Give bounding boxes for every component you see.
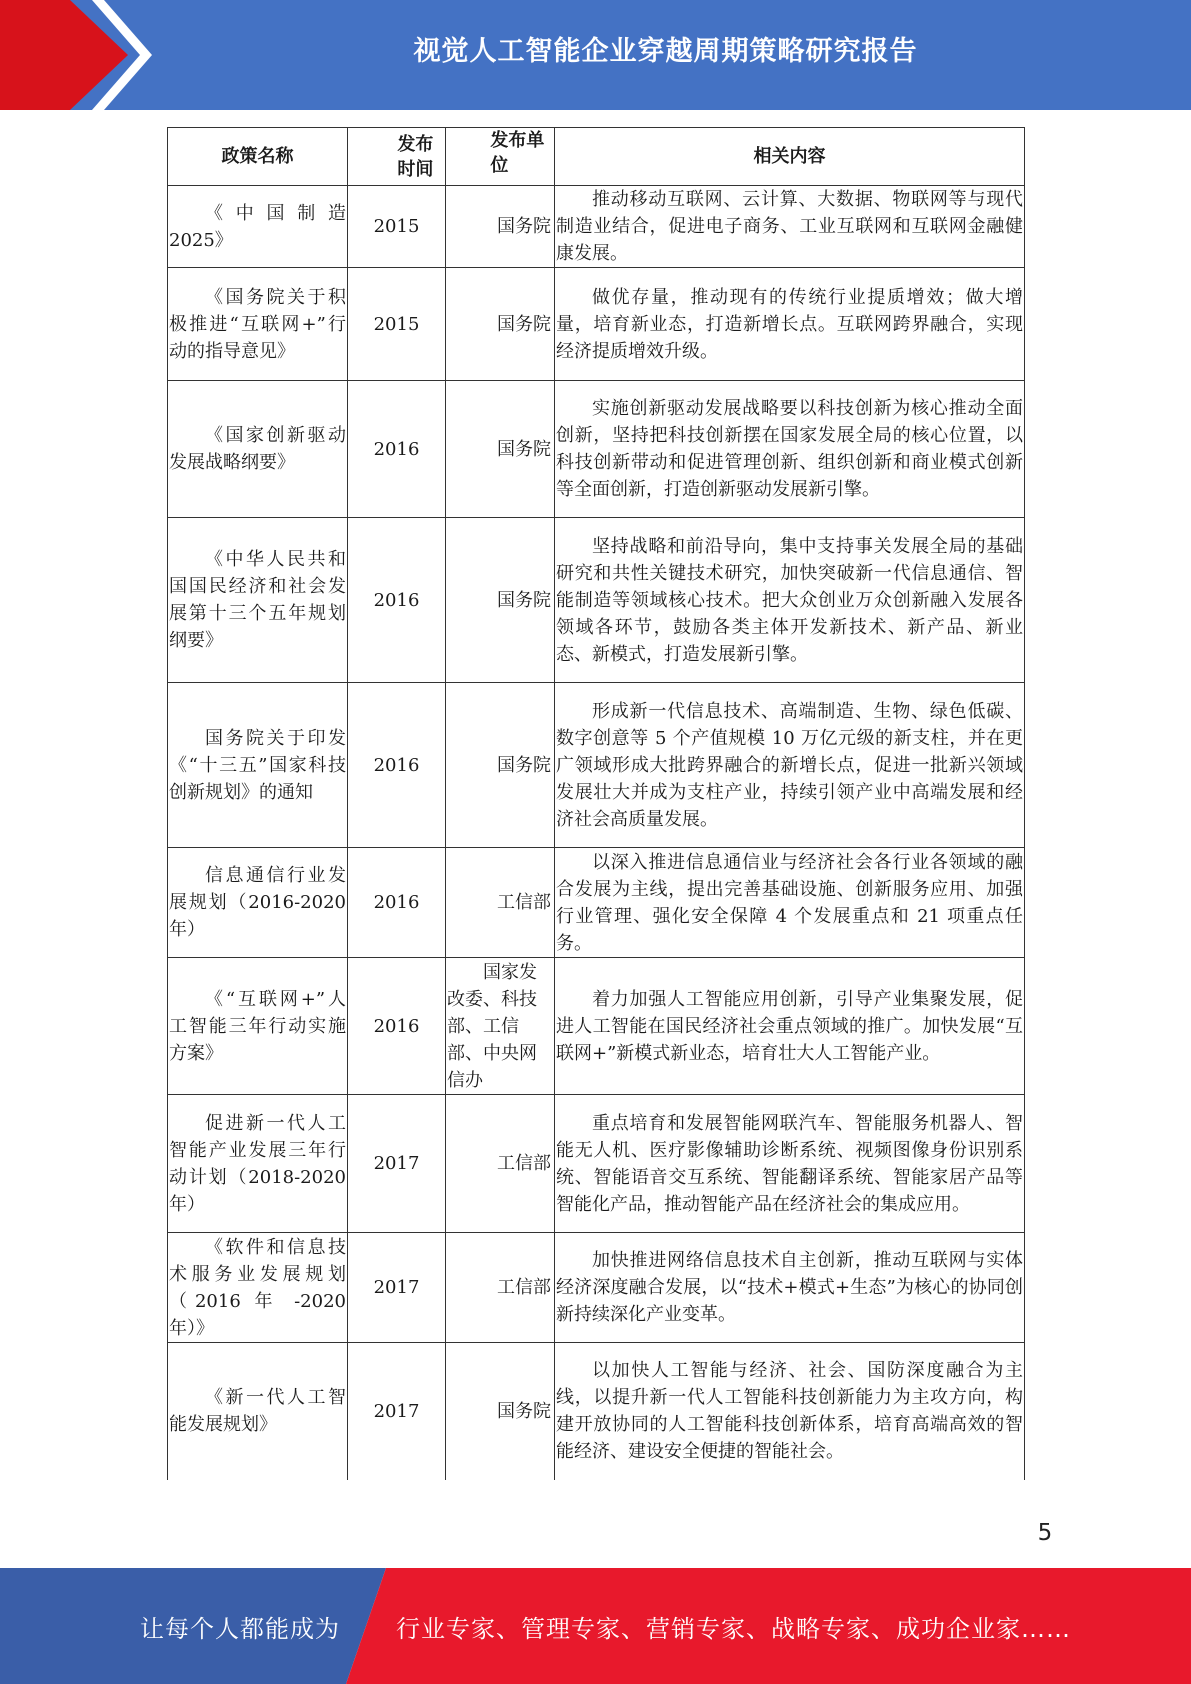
table-row [168,381,1025,518]
table-row [168,1233,1025,1343]
policy-content: 加快推进网络信息技术自主创新，推动互联网与实体经济深度融合发展，以“技术+模式+生态”为核心的协同创新持续深化产业变革。 [555,1233,1025,1343]
policy-issuer: 国务院 [446,381,555,518]
policy-content: 实施创新驱动发展战略要以科技创新为核心推动全面创新，坚持把科技创新摆在国家发展全局的核心位置，以科技创新带动和促进管理创新、组织创新和商业模式创新等全面创新，打造创新驱动发展新引擎。 [555,381,1025,518]
policy-issuer: 国务院 [446,268,555,381]
page-number: 5 [1037,1520,1053,1546]
table-row [168,186,1025,268]
table-header-row [168,128,1025,186]
table-row [168,958,1025,1095]
policy-year: 2017 [348,1095,446,1233]
policy-issuer: 国务院 [446,1343,555,1480]
policy-year: 2015 [348,186,446,268]
policy-name: 《中国制造2025》 [168,186,348,268]
policy-issuer: 国务院 [446,186,555,268]
policy-content: 以深入推进信息通信业与经济社会各行业各领域的融合发展为主线，提出完善基础设施、创新服务应用、加强行业管理、强化安全保障 4 个发展重点和 21 项重点任务。 [555,848,1025,958]
policy-name: 《国务院关于积极推进“互联网+”行动的指导意见》 [168,268,348,381]
policy-year: 2017 [348,1233,446,1343]
policy-name: 《中华人民共和国国民经济和社会发展第十三个五年规划纲要》 [168,518,348,683]
policy-content: 着力加强人工智能应用创新，引导产业集聚发展，促进人工智能在国民经济社会重点领域的推广。加快发展“互联网+”新模式新业态，培育壮大人工智能产业。 [555,958,1025,1095]
table-row [168,683,1025,848]
footer-slogan-right: 行业专家、管理专家、营销专家、战略专家、成功企业家…… [396,1614,1071,1643]
column-header-unit [446,128,555,186]
table-row [168,1343,1025,1480]
column-header-name: 政策名称 [168,128,348,186]
policy-issuer: 工信部 [446,1233,555,1343]
policy-content: 以加快人工智能与经济、社会、国防深度融合为主线，以提升新一代人工智能科技创新能力为主攻方向，构建开放协同的人工智能科技创新体系，培育高端高效的智能经济、建设安全便捷的智能社会。 [555,1343,1025,1480]
policy-issuer: 国家发改委、科技部、工信部、中央网信办 [446,958,555,1095]
policy-year: 2015 [348,268,446,381]
policy-content: 做优存量，推动现有的传统行业提质增效；做大增量，培育新业态，打造新增长点。互联网跨界融合，实现经济提质增效升级。 [555,268,1025,381]
column-header-content: 相关内容 [555,128,1025,186]
policy-issuer: 国务院 [446,518,555,683]
policy-content: 重点培育和发展智能网联汽车、智能服务机器人、智能无人机、医疗影像辅助诊断系统、视频图像身份识别系统、智能语音交互系统、智能翻译系统、智能家居产品等智能化产品，推动智能产品在经济社会的集成应用。 [555,1095,1025,1233]
policy-name: 《软件和信息技术服务业发展规划（2016 年 -2020 年）》 [168,1233,348,1343]
footer-slogan-left: 让每个人都能成为 [140,1614,340,1643]
policy-year: 2016 [348,683,446,848]
table-row [168,1095,1025,1233]
policy-name: 《“互联网+”人工智能三年行动实施方案》 [168,958,348,1095]
policy-year: 2016 [348,518,446,683]
policy-issuer: 国务院 [446,683,555,848]
policy-year: 2017 [348,1343,446,1480]
arrow-chevron-icon [0,0,160,110]
policy-name: 《国家创新驱动发展战略纲要》 [168,381,348,518]
policy-name: 《新一代人工智能发展规划》 [168,1343,348,1480]
policy-name: 国务院关于印发《“十三五”国家科技创新规划》的通知 [168,683,348,848]
policy-content: 形成新一代信息技术、高端制造、生物、绿色低碳、数字创意等 5 个产值规模 10 万亿元级的新支柱，并在更广领域形成大批跨界融合的新增长点，促进一批新兴领域发展壮大并成为支柱产业，持续引领产业中高端发展和经济社会高质量发展。 [555,683,1025,848]
policy-issuer: 工信部 [446,848,555,958]
policy-year: 2016 [348,958,446,1095]
column-header-time [348,128,446,186]
column-header-unit-label: 发布单位 [490,130,545,176]
policy-name: 促进新一代人工智能产业发展三年行动计划（2018-2020 年） [168,1095,348,1233]
table-row [168,518,1025,683]
column-header-time-label: 发布时间 [397,133,434,180]
policy-content: 推动移动互联网、云计算、大数据、物联网等与现代制造业结合，促进电子商务、工业互联网和互联网金融健康发展。 [555,186,1025,268]
table-row [168,848,1025,958]
policy-issuer: 工信部 [446,1095,555,1233]
report-title: 视觉人工智能企业穿越周期策略研究报告 [413,35,918,67]
policy-year: 2016 [348,848,446,958]
policy-table [167,127,1025,1480]
policy-year: 2016 [348,381,446,518]
page-footer [0,1568,1191,1684]
policy-name: 信息通信行业发展规划（2016-2020 年） [168,848,348,958]
table-row [168,268,1025,381]
policy-content: 坚持战略和前沿导向，集中支持事关发展全局的基础研究和共性关键技术研究，加快突破新一代信息通信、智能制造等领域核心技术。把大众创业万众创新融入发展各领域各环节，鼓励各类主体开发新技术、新产品、新业态、新模式，打造发展新引擎。 [555,518,1025,683]
page-header [0,0,1191,110]
